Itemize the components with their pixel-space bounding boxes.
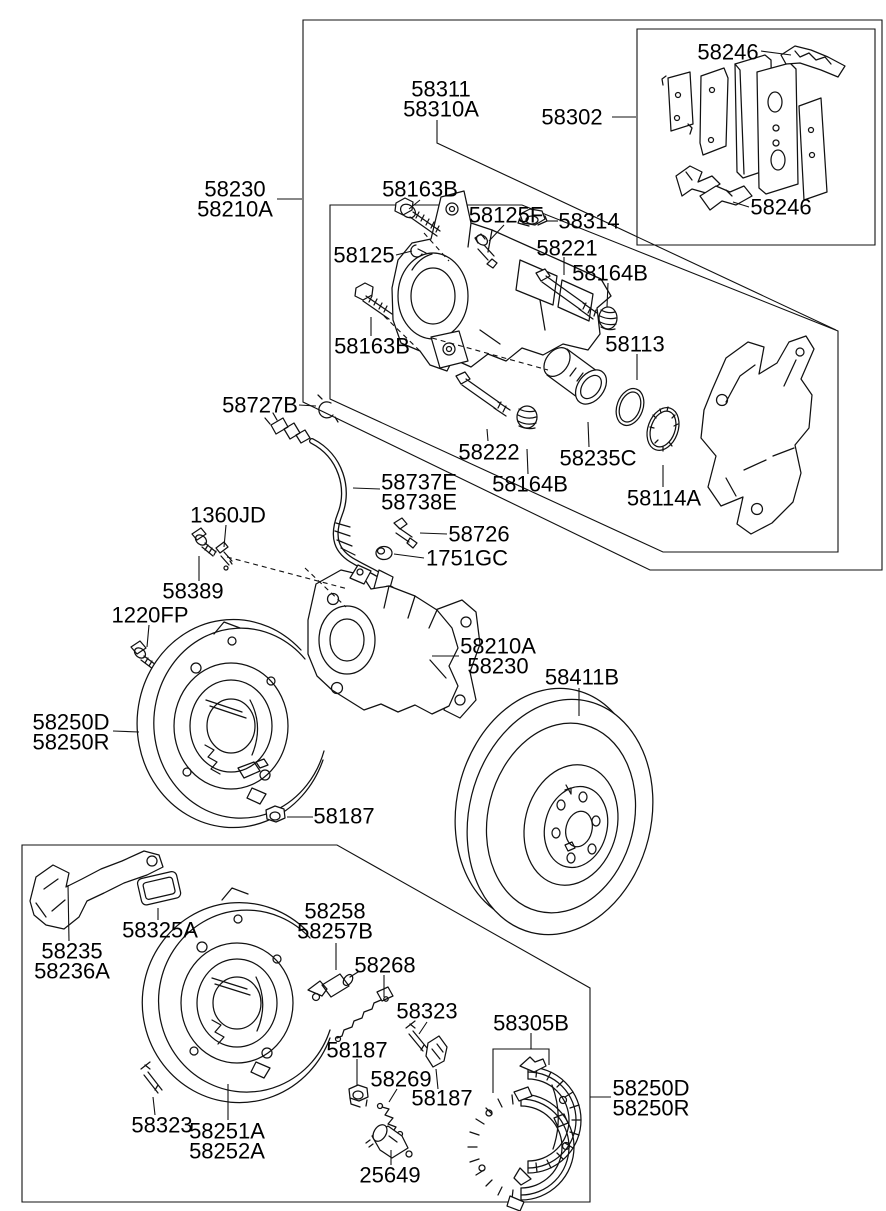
part-label-l1360JD: 1360JD xyxy=(190,502,266,528)
leader-l58235C xyxy=(588,422,589,447)
part-label-l58250D-bottom: 58250D 58250R xyxy=(612,1075,690,1121)
adjuster-25649-art xyxy=(366,1122,412,1158)
nut-58187-bottom-art xyxy=(349,1085,368,1107)
dust-boot-ring-art xyxy=(641,403,684,455)
part-label-l58221: 58221 xyxy=(536,235,598,261)
part-label-l58411B: 58411B xyxy=(544,664,620,690)
bolt-1220fp-art xyxy=(131,641,156,669)
caliper-mid-art xyxy=(308,565,480,718)
rotor-art xyxy=(431,669,677,955)
washer-1751gc-art xyxy=(376,547,392,560)
pin-58323-right-art xyxy=(406,1021,427,1051)
part-label-l58250D-left: 58250D 58250R xyxy=(32,709,110,755)
leader-l58737E xyxy=(353,488,380,489)
leader-l58727B xyxy=(299,405,316,406)
piston-seal-art xyxy=(611,385,648,430)
part-label-l58210A-58230: 58210A 58230 xyxy=(460,633,536,679)
piston-art xyxy=(539,343,613,410)
part-label-l1220FP: 1220FP xyxy=(111,602,189,628)
part-label-l58187-bl: 58187 xyxy=(326,1037,388,1063)
part-label-l58325A: 58325A xyxy=(122,917,198,943)
part-label-l1751GC: 1751GC xyxy=(426,545,508,571)
part-label-l58125F: 58125F xyxy=(468,202,544,228)
part-label-l58235C: 58235C xyxy=(559,445,637,471)
brake-hose-art xyxy=(265,413,396,600)
part-label-l58251A: 58251A 58252A xyxy=(189,1118,265,1164)
guide-pin-58222-art xyxy=(456,372,510,416)
part-label-l58114A: 58114A xyxy=(626,485,702,511)
part-label-l58163B-1: 58163B xyxy=(382,176,458,202)
part-label-l58258: 58258 58257B xyxy=(297,898,373,944)
leader-l58164B-2 xyxy=(527,449,528,474)
leader-l58164B-1 xyxy=(607,283,608,307)
part-label-l58163B-2: 58163B xyxy=(334,333,410,359)
hose-clip-art xyxy=(318,395,338,422)
part-label-l58311: 58311 58310A xyxy=(403,76,479,122)
leader-l1751GC xyxy=(394,554,424,558)
leader-l58250D-left xyxy=(113,731,139,732)
bolt-58389-art xyxy=(192,528,216,556)
part-label-l58302: 58302 xyxy=(541,104,603,130)
leader-l1220FP xyxy=(147,625,149,647)
part-label-l58268: 58268 xyxy=(354,952,416,978)
part-label-l58235: 58235 58236A xyxy=(34,938,110,984)
bleeder-58726-art xyxy=(394,518,417,548)
part-label-l58113: 58113 xyxy=(605,331,665,357)
guide-bolt-lower-art xyxy=(355,283,392,319)
part-label-l58246-top: 58246 xyxy=(697,39,759,65)
strut-art xyxy=(426,1036,447,1067)
parking-shoe-left-art xyxy=(468,1087,574,1211)
diagram-art xyxy=(30,46,845,1211)
part-label-l58314: 58314 xyxy=(558,208,620,234)
part-label-l25649: 25649 xyxy=(359,1162,421,1188)
leader-l58726 xyxy=(420,533,447,534)
part-label-l58305B: 58305B xyxy=(493,1010,569,1036)
part-label-l58323-left: 58323 xyxy=(131,1112,193,1138)
leader-l58323-right xyxy=(419,1022,427,1034)
part-label-l58389: 58389 xyxy=(162,578,224,604)
pin-58323-left-art xyxy=(141,1062,162,1093)
part-label-l58187-mid: 58187 xyxy=(313,803,375,829)
part-label-l58269: 58269 xyxy=(370,1066,432,1092)
leader-l58305B xyxy=(493,1049,549,1093)
brake-pad-kit-art xyxy=(662,46,845,210)
part-label-l58164B-1: 58164B xyxy=(572,260,648,286)
caliper-carrier-art xyxy=(701,336,814,534)
part-label-l58187-br: 58187 xyxy=(411,1085,473,1111)
nut-58187-mid-art xyxy=(266,806,285,822)
part-label-l58726: 58726 xyxy=(448,521,510,547)
backing-plate-mid-art xyxy=(137,620,324,828)
part-label-l58246-bottom: 58246 xyxy=(750,194,812,220)
part-label-l58323-right: 58323 xyxy=(396,998,458,1024)
part-label-l58164B-2: 58164B xyxy=(492,471,568,497)
part-label-l58737E: 58737E 58738E xyxy=(381,469,457,515)
bushing-upper-art xyxy=(599,307,617,330)
part-label-l58125: 58125 xyxy=(333,242,395,268)
part-label-l58727B: 58727B xyxy=(222,392,298,418)
part-label-l58230-58210A: 58230 58210A xyxy=(197,176,273,222)
bushing-lower-art xyxy=(517,406,537,429)
part-label-l58222: 58222 xyxy=(458,439,520,465)
